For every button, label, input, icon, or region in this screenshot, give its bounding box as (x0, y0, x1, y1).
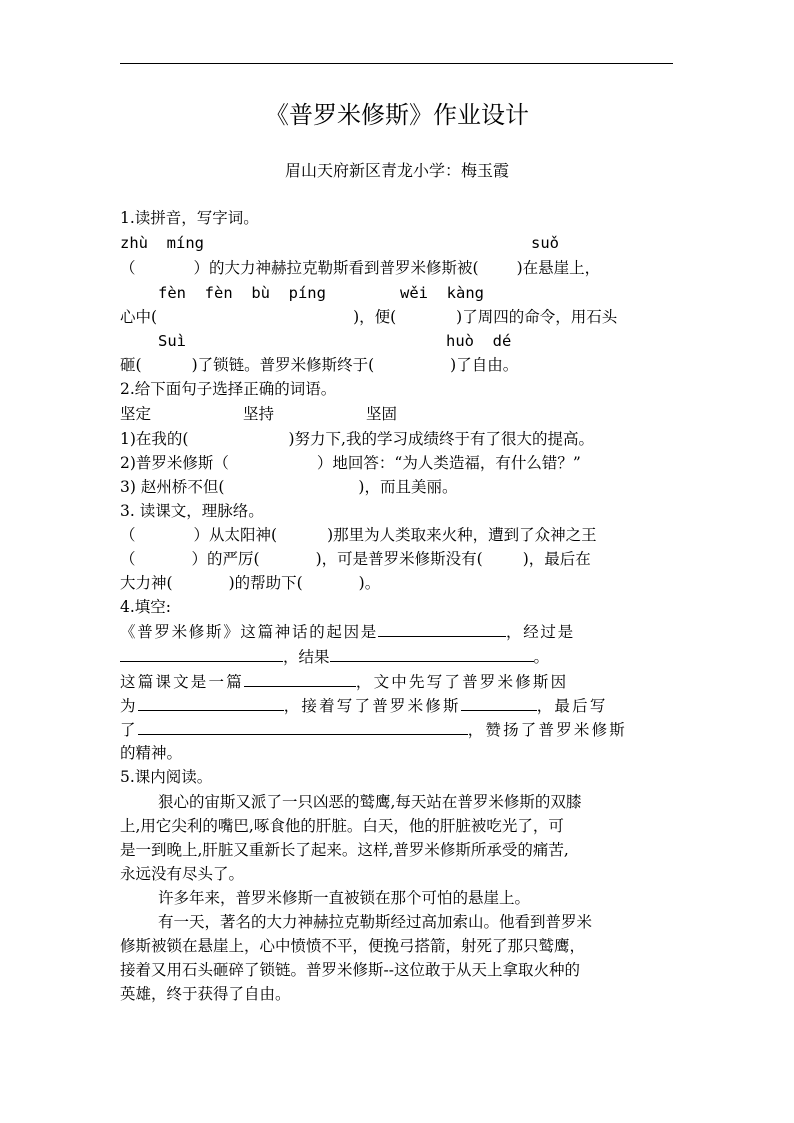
q5-para-3-line-3: 接着又用石头砸碎了锁链。普罗米修斯--这位敢于从天上拿取火种的 (120, 961, 580, 979)
q1-pinyin-huode: huò dé (446, 332, 512, 350)
q2-sentence-3: 3) 赵州桥不但( )，而且美丽。 (120, 478, 458, 496)
q3-line-3: 大力神( )的帮助下( )。 (120, 574, 381, 592)
q1-pinyin-fenfen: fèn fèn bù píng (158, 284, 326, 302)
q5-para-1-line-2: 上,用它尖利的嘴巴,啄食他的肝脏。白天，他的肝脏被吃光了，可 (120, 817, 564, 835)
q4-line-5: 了 ，赞扬了普罗米修斯 (120, 721, 628, 739)
q3-line-1: （ ）从太阳神( )那里为人类取来火种，遭到了众神之王 (120, 526, 597, 544)
q1-line-1: （ ）的大力神赫拉克勒斯看到普罗米修斯被( )在悬崖上， (120, 259, 601, 277)
q5-para-3-line-2: 修斯被锁在悬崖上，心中愤愤不平，便挽弓搭箭，射死了那只鹫鹰， (120, 937, 586, 955)
q1-pinyin-zhuming: zhù míng (120, 234, 204, 252)
q1-heading: 1.读拼音，写字词。 (120, 209, 259, 227)
q3-heading: 3. 读课文，理脉络。 (120, 502, 264, 520)
q4-line-2: ，结果 。 (120, 646, 549, 667)
q5-heading: 5.课内阅读。 (120, 768, 213, 786)
q4-line-3: 这篇课文是一篇 ，文中先写了普罗米修斯因 (120, 673, 569, 691)
q2-word-1: 坚定 (120, 405, 152, 423)
q5-para-3-line-4: 英雄，终于获得了自由。 (120, 985, 291, 1003)
q2-sentence-2: 2)普罗米修斯（ ）地回答：“为人类造福，有什么错？” (120, 454, 581, 472)
q1-pinyin-weikang: wěi kàng (400, 284, 484, 302)
author-line: 眉山天府新区青龙小学：梅玉霞 (284, 161, 509, 180)
q2-sentence-1: 1)在我的( )努力下,我的学习成绩终于有了很大的提高。 (120, 430, 594, 448)
q1-line-3: 砸( )了锁链。普罗米修斯终于( )了自由。 (120, 356, 519, 374)
q4-line-1: 《普罗米修斯》这篇神话的起因是 ，经过是 (120, 623, 575, 641)
q5-para-3-line-1: 有一天，著名的大力神赫拉克勒斯经过高加索山。他看到普罗米 (158, 913, 593, 931)
q2-heading: 2.给下面句子选择正确的词语。 (120, 380, 337, 398)
q1-pinyin-suo: suǒ (531, 234, 559, 252)
q5-para-1-line-4: 永远没有尽头了。 (120, 865, 245, 883)
q1-pinyin-sui: Suì (158, 332, 186, 350)
page-title: 《普罗米修斯》作业设计 (265, 101, 529, 129)
q2-word-3: 坚固 (366, 405, 398, 423)
q1-line-2: 心中( )，便( )了周四的命令，用石头 (120, 308, 618, 326)
q3-line-2: （ ）的严厉( )，可是普罗米修斯没有( )，最后在 (120, 550, 591, 568)
q4-line-4: 为 ，接着写了普罗米修斯 ，最后写 (120, 697, 608, 715)
header-rule (120, 63, 673, 64)
q2-word-2: 坚持 (243, 405, 275, 423)
q5-para-2: 许多年来，普罗米修斯一直被锁在那个可怕的悬崖上。 (158, 889, 531, 907)
q4-line-6: 的精神。 (120, 744, 183, 762)
q5-para-1-line-1: 狠心的宙斯又派了一只凶恶的鹫鹰,每天站在普罗米修斯的双膝 (158, 793, 582, 811)
q5-para-1-line-3: 是一到晚上,肝脏又重新长了起来。这样,普罗米修斯所承受的痛苦, (120, 841, 569, 859)
q4-heading: 4.填空: (120, 598, 172, 616)
